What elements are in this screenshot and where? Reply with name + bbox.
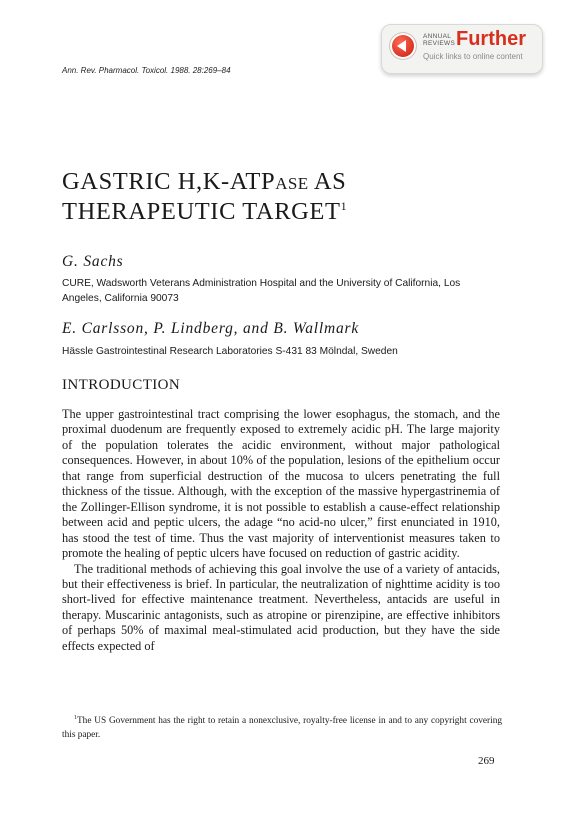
paragraph: The traditional methods of achieving this goal involve the use of a variety of antacids, but their effectiveness is brief. In particular, the neutralization of nighttime acidity is too short-lived for effective maintenance treatment. Nevertheless, antacids are useful in therapy. Muscarinic antagonists, such as atropine or pirenzipine, are effective inhibitors of perhaps 50% of maximal meal-stimulated acid production, but they have the side effects expected of <box>62 561 500 653</box>
section-heading: INTRODUCTION <box>62 377 181 393</box>
footnote <box>62 714 502 742</box>
author-affiliation: CURE, Wadsworth Veterans Administration Hospital and the University of California, Los Angeles, California 90073 <box>62 278 461 304</box>
author-affiliation: Hässle Gastrointestinal Research Laboratories S-431 83 Mölndal, Sweden <box>62 346 398 357</box>
annual-reviews-further-link[interactable] <box>381 24 543 74</box>
paragraph: The upper gastrointestinal tract comprising the lower esophagus, the stomach, and the proximal duodenum are frequently exposed to extremely acidic pH. The large majority of the population tolerates the acidic environment, without major pathological consequences. However, in about 10% of the population, lesions of the epithelium occur that range from superficial destruction of the mucosa to ulcers penetrating the full thickness of the tissue. Although, with the exception of the massive hypergastrinemia of the Zollinger-Ellison syndrome, it is not possible to establish a cause-effect relationship between acid and peptic ulcers, the adage “no acid-no ulcer,” first enunciated in 1910, has stood the test of time. Thus the vast majority of interventionist measures taken to promote the healing of peptic ulcers have focused on reduction of gastric acidity. <box>62 407 500 561</box>
further-label: Further <box>456 28 526 50</box>
play-back-icon <box>390 33 416 59</box>
title-footnote-mark: 1 <box>340 198 348 213</box>
article-body <box>62 407 500 654</box>
journal-citation: Ann. Rev. Pharmacol. Toxicol. 1988. 28:269–84 <box>62 66 231 75</box>
article-title: GASTRIC H,K-ATPASE AS THERAPEUTIC TARGET$^1$ <box>62 168 348 225</box>
footnote-text: The US Government has the right to retain a nonexclusive, royalty-free license in and to any copyright covering this paper. <box>62 716 502 740</box>
author-names: E. Carlsson, P. Lindberg, and B. Wallmark <box>62 320 360 337</box>
annual-reviews-wordmark: ANNUAL REVIEWS <box>423 33 456 47</box>
author-names: G. Sachs <box>62 253 124 270</box>
page-number: 269 <box>478 755 495 767</box>
further-subtitle: Quick links to online content <box>423 52 523 61</box>
footnote-mark: 1 <box>74 714 77 721</box>
